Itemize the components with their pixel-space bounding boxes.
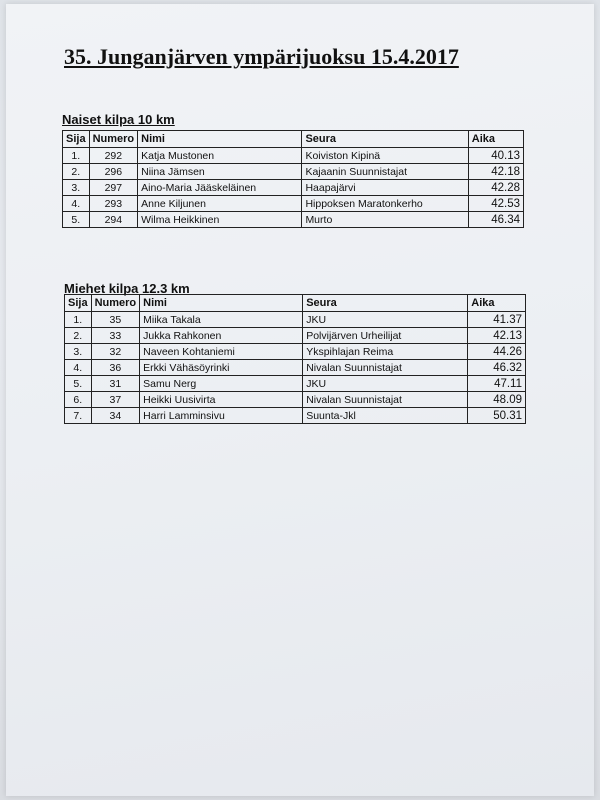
col-seura: Seura bbox=[303, 295, 468, 312]
table-row bbox=[65, 312, 526, 328]
cell-sija: 2. bbox=[63, 164, 90, 180]
cell-seura: Polvijärven Urheilijat bbox=[303, 328, 468, 344]
cell-numero: 37 bbox=[91, 392, 140, 408]
cell-sija: 3. bbox=[63, 180, 90, 196]
cell-nimi: Erkki Vähäsöyrinki bbox=[140, 360, 303, 376]
cell-aika: 46.32 bbox=[468, 360, 526, 376]
cell-nimi: Samu Nerg bbox=[140, 376, 303, 392]
cell-numero: 293 bbox=[89, 196, 138, 212]
col-numero: Numero bbox=[91, 295, 140, 312]
table-row bbox=[65, 328, 526, 344]
cell-sija: 1. bbox=[65, 312, 92, 328]
cell-aika: 40.13 bbox=[468, 148, 523, 164]
cell-sija: 1. bbox=[63, 148, 90, 164]
table-header-row bbox=[65, 295, 526, 312]
cell-nimi: Aino-Maria Jääskeläinen bbox=[138, 180, 302, 196]
table-row bbox=[65, 344, 526, 360]
naiset-heading: Naiset kilpa 10 km bbox=[62, 112, 175, 127]
cell-sija: 6. bbox=[65, 392, 92, 408]
col-sija: Sija bbox=[65, 295, 92, 312]
cell-seura: Nivalan Suunnistajat bbox=[303, 392, 468, 408]
cell-numero: 35 bbox=[91, 312, 140, 328]
cell-numero: 33 bbox=[91, 328, 140, 344]
cell-aika: 41.37 bbox=[468, 312, 526, 328]
cell-nimi: Anne Kiljunen bbox=[138, 196, 302, 212]
cell-sija: 4. bbox=[63, 196, 90, 212]
cell-aika: 46.34 bbox=[468, 212, 523, 228]
col-seura: Seura bbox=[302, 131, 468, 148]
cell-aika: 44.26 bbox=[468, 344, 526, 360]
table-row bbox=[63, 180, 524, 196]
cell-numero: 34 bbox=[91, 408, 140, 424]
cell-nimi: Jukka Rahkonen bbox=[140, 328, 303, 344]
table-row bbox=[63, 212, 524, 228]
cell-sija: 2. bbox=[65, 328, 92, 344]
cell-seura: Murto bbox=[302, 212, 468, 228]
cell-aika: 47.11 bbox=[468, 376, 526, 392]
table-row bbox=[63, 196, 524, 212]
table-row bbox=[65, 360, 526, 376]
cell-numero: 36 bbox=[91, 360, 140, 376]
cell-nimi: Naveen Kohtaniemi bbox=[140, 344, 303, 360]
naiset-results-table bbox=[62, 130, 524, 228]
cell-numero: 296 bbox=[89, 164, 138, 180]
table-row bbox=[63, 164, 524, 180]
cell-seura: Ykspihlajan Reima bbox=[303, 344, 468, 360]
cell-seura: JKU bbox=[303, 376, 468, 392]
col-aika: Aika bbox=[468, 295, 526, 312]
cell-seura: Koiviston Kipinä bbox=[302, 148, 468, 164]
cell-seura: Hippoksen Maratonkerho bbox=[302, 196, 468, 212]
table-row bbox=[65, 392, 526, 408]
miehet-results-table bbox=[64, 294, 526, 424]
cell-aika: 42.18 bbox=[468, 164, 523, 180]
cell-aika: 50.31 bbox=[468, 408, 526, 424]
cell-nimi: Wilma Heikkinen bbox=[138, 212, 302, 228]
cell-aika: 42.13 bbox=[468, 328, 526, 344]
cell-sija: 5. bbox=[63, 212, 90, 228]
cell-numero: 31 bbox=[91, 376, 140, 392]
cell-sija: 5. bbox=[65, 376, 92, 392]
cell-aika: 48.09 bbox=[468, 392, 526, 408]
col-numero: Numero bbox=[89, 131, 138, 148]
cell-numero: 32 bbox=[91, 344, 140, 360]
cell-nimi: Miika Takala bbox=[140, 312, 303, 328]
col-sija: Sija bbox=[63, 131, 90, 148]
col-nimi: Nimi bbox=[138, 131, 302, 148]
cell-seura: Nivalan Suunnistajat bbox=[303, 360, 468, 376]
cell-nimi: Heikki Uusivirta bbox=[140, 392, 303, 408]
cell-nimi: Niina Jämsen bbox=[138, 164, 302, 180]
table-row bbox=[65, 376, 526, 392]
cell-seura: Kajaanin Suunnistajat bbox=[302, 164, 468, 180]
cell-numero: 297 bbox=[89, 180, 138, 196]
col-nimi: Nimi bbox=[140, 295, 303, 312]
cell-nimi: Harri Lamminsivu bbox=[140, 408, 303, 424]
cell-aika: 42.28 bbox=[468, 180, 523, 196]
cell-sija: 7. bbox=[65, 408, 92, 424]
miehet-heading: Miehet kilpa 12.3 km bbox=[64, 281, 190, 296]
col-aika: Aika bbox=[468, 131, 523, 148]
table-header-row bbox=[63, 131, 524, 148]
cell-aika: 42.53 bbox=[468, 196, 523, 212]
cell-sija: 3. bbox=[65, 344, 92, 360]
table-row bbox=[65, 408, 526, 424]
cell-nimi: Katja Mustonen bbox=[138, 148, 302, 164]
cell-seura: Suunta-Jkl bbox=[303, 408, 468, 424]
cell-seura: Haapajärvi bbox=[302, 180, 468, 196]
cell-sija: 4. bbox=[65, 360, 92, 376]
cell-numero: 292 bbox=[89, 148, 138, 164]
cell-numero: 294 bbox=[89, 212, 138, 228]
table-row bbox=[63, 148, 524, 164]
cell-seura: JKU bbox=[303, 312, 468, 328]
document-title: 35. Junganjärven ympärijuoksu 15.4.2017 bbox=[64, 44, 459, 69]
